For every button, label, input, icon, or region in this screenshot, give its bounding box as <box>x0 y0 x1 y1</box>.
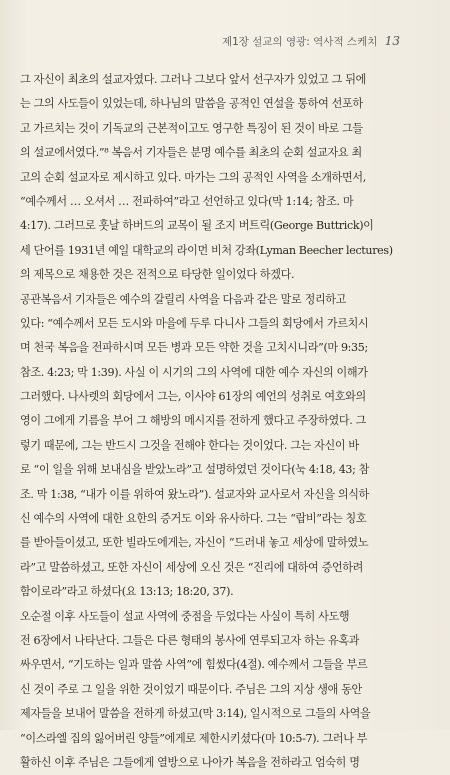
paragraph <box>20 605 402 775</box>
text-line: 세 단어를 1931년 예일 대학교의 라이먼 비처 강좌(Lyman Beecher lectures) <box>20 243 393 257</box>
text-line: 고 가르치는 것이 기독교의 근본적이고도 영구한 특징이 된 것이 바로 그들 <box>20 121 363 135</box>
text-line: 렇기 때문에, 그는 반드시 그것을 전해야 한다는 것이었다. 그는 자신이 바 <box>20 438 359 452</box>
text-line: 조. 막 1:38, “내가 이를 위하여 왔노라”). 설교자와 교사로서 자신을 의식하 <box>20 487 369 501</box>
page-number: 13 <box>384 34 400 48</box>
text-line: 싸우면서, “기도하는 일과 말씀 사역”에 힘썼다(4절). 예수께서 그들을 부르 <box>20 658 368 672</box>
text-line: 의 제목으로 채용한 것은 전적으로 타당한 일이었다 하겠다. <box>20 268 295 282</box>
text-line: 신 예수의 사역에 대한 요한의 증거도 이와 유사하다. 그는 “랍비”라는 칭호 <box>20 512 367 526</box>
text-line: 영이 그에게 기름을 부어 그 해방의 메시지를 전하게 했다고 주장하였다. 그 <box>20 414 366 428</box>
text-line: 공관복음서 기자들은 예수의 갈릴리 사역을 다음과 같은 말로 정리하고 <box>20 292 347 306</box>
text-line: 의 설교에서였다.”⁸ 복음서 기자들은 분명 예수를 최초의 순회 설교자요 최 <box>20 146 362 160</box>
text-line: 함이로라”라고 하셨다(요 13:13; 18:20, 37). <box>20 585 234 599</box>
text-line: 며 천국 복음을 전파하시며 모든 병과 모든 약한 것을 고치시니라”(마 9:35; <box>20 341 368 355</box>
text-line: 그러했다. 나사렛의 회당에서 그는, 이사야 61장의 예언의 성취로 여호와의 <box>20 390 366 404</box>
text-line: 를 받아들이셨고, 또한 빌라도에게는, 자신이 “드러내 놓고 세상에 말하였노 <box>20 536 369 550</box>
text-line: 활하신 이후 주님은 그들에게 열방으로 나아가 복음을 전하라고 엄숙히 명 <box>20 755 360 769</box>
text-line: “이스라엘 집의 잃어버린 양들”에게로 제한시키셨다(마 10:5-7). 그러나 부 <box>20 731 368 745</box>
text-line: 라”고 말씀하셨고, 또한 자신이 세상에 오신 것은 “진리에 대하여 증언하려 <box>20 560 364 574</box>
text-line: 4:17). 그러므로 훗날 하버드의 교목이 될 조지 버트릭(George Buttrick)이 <box>20 219 374 233</box>
text-line: 는 그의 사도들이 있었는데, 하나님의 말씀을 공적인 연설을 통하여 선포하 <box>20 97 363 111</box>
text-line: 오순절 이후 사도들이 설교 사역에 중점을 두었다는 사실이 특히 사도행 <box>20 609 350 623</box>
paragraph <box>20 288 402 605</box>
chapter-title: 제1장 설교의 영광: 역사적 스케치 <box>221 36 378 48</box>
running-header <box>222 34 400 49</box>
text-line: 신 것이 주로 그 일을 위한 것이었기 때문이다. 주님은 그의 지상 생애 동안 <box>20 682 362 696</box>
text-line: 있다: “예수께서 모든 도시와 마을에 두루 다니사 그들의 회당에서 가르치시 <box>20 316 369 330</box>
page-body <box>20 68 402 775</box>
text-line: 제자들을 보내어 말씀을 전하게 하셨고(막 3:14), 일시적으로 그들의 사역을 <box>20 707 371 721</box>
text-line: 로 “이 일을 위해 보내심을 받았노라”고 설명하였던 것이다(눅 4:18, 43; 참 <box>20 463 370 477</box>
text-line: 전 6장에서 나타난다. 그들은 다른 형태의 봉사에 연루되고자 하는 유혹과 <box>20 633 360 647</box>
text-line: “예수께서 … 오셔서 … 전파하여”라고 선언하고 있다(막 1:14; 참조. 마 <box>20 194 354 208</box>
text-line: 참조. 4:23; 막 1:39). 사실 이 시기의 그의 사역에 대한 예수 자신의 이해가 <box>20 365 368 379</box>
paragraph <box>20 68 402 288</box>
text-line: 고의 순회 설교자로 제시하고 있다. 마가는 그의 공적인 사역을 소개하면서, <box>20 170 366 184</box>
text-line: 그 자신이 최초의 설교자였다. 그러나 그보다 앞서 선구자가 있었고 그 뒤에 <box>20 73 366 86</box>
